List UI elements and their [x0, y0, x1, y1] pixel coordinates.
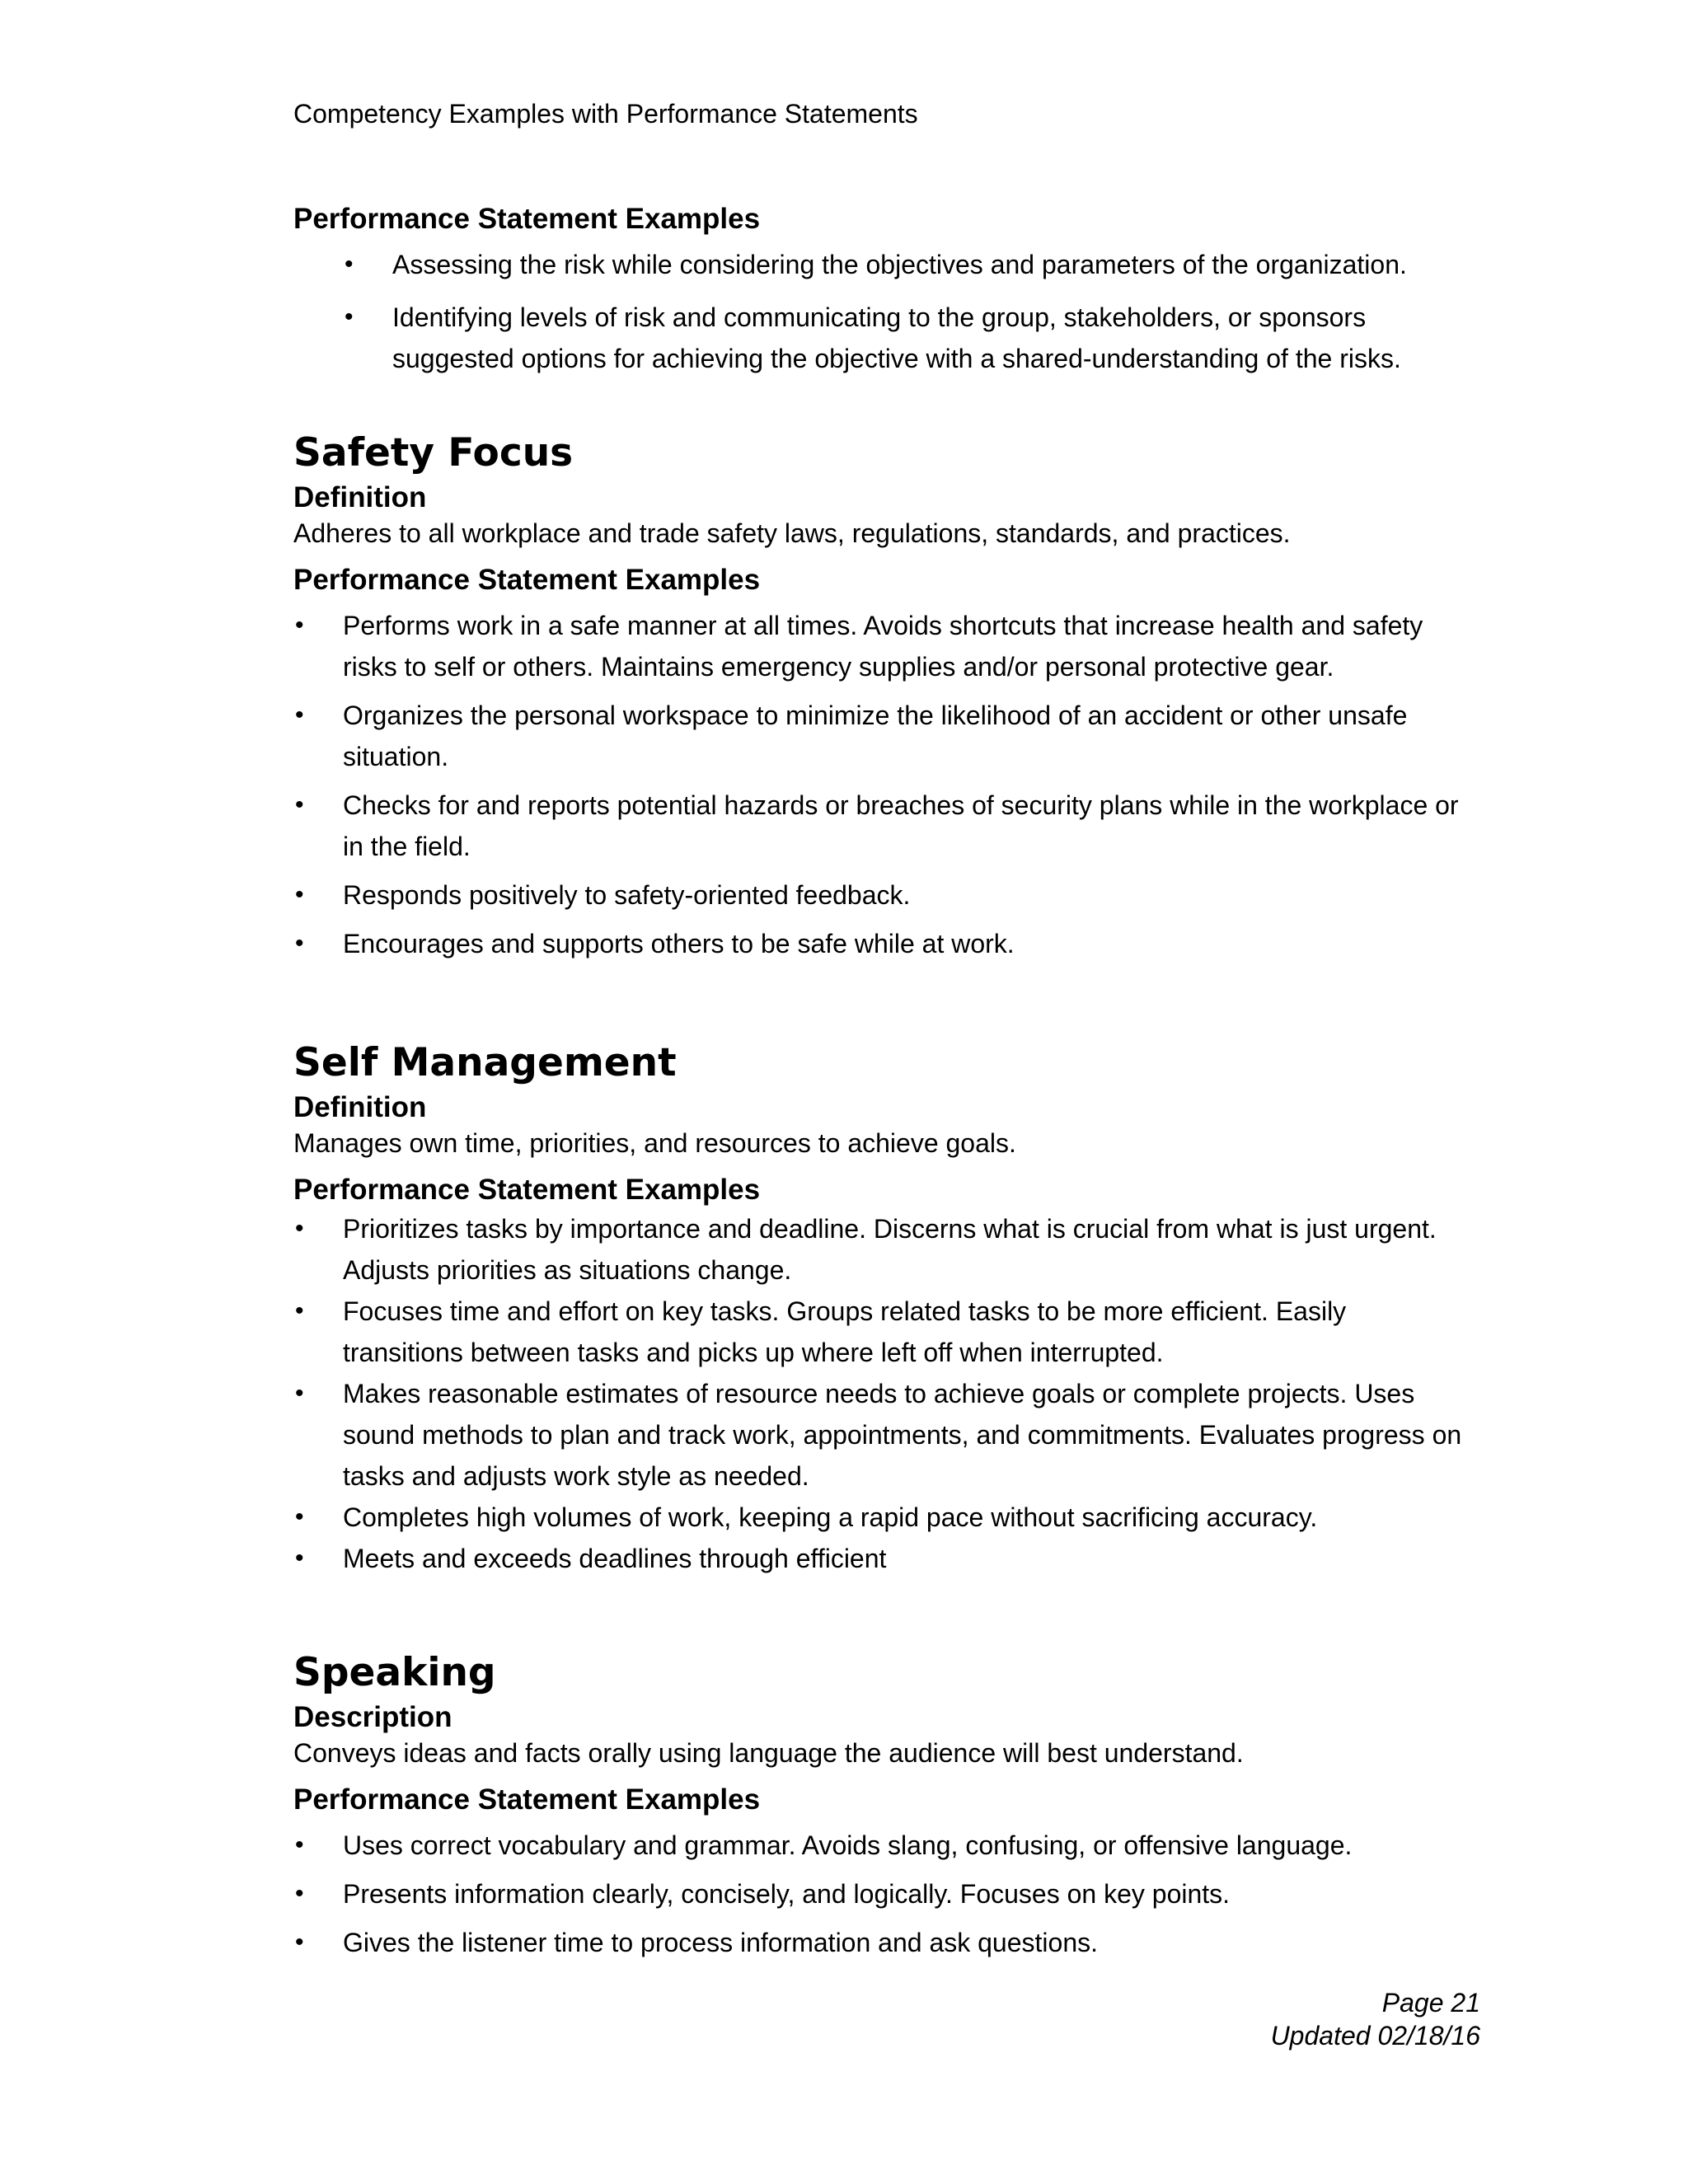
running-header: Competency Examples with Performance Statements [293, 99, 918, 129]
list-item-text: Assessing the risk while considering the objectives and parameters of the organization. [392, 250, 1407, 279]
self-management-section [293, 1040, 1472, 1579]
pse-heading: Performance Statement Examples [293, 564, 761, 596]
list-item-text: Responds positively to safety-oriented feedback. [343, 880, 911, 910]
updated-date: Updated 02/18/16 [1270, 2021, 1480, 2050]
list-item-text: Prioritizes tasks by importance and deadline. Discerns what is crucial from what is just urgent. Adjusts priorities as situations change. [343, 1214, 1437, 1285]
safety-focus-section [293, 430, 1472, 964]
speaking-bullet-list [293, 1825, 1472, 1963]
bullet-icon: • [345, 251, 354, 278]
list-item [293, 695, 1472, 777]
section-title: Speaking [293, 1650, 496, 1695]
intro-pse-heading: Performance Statement Examples [293, 203, 761, 235]
speaking-section [293, 1650, 1472, 1963]
bullet-icon: • [345, 303, 354, 330]
safety-bullet-list [293, 605, 1472, 964]
list-item [293, 1922, 1472, 1963]
bullet-icon: • [295, 1380, 304, 1407]
page-footer [1271, 1986, 1480, 2052]
bullet-icon: • [295, 701, 304, 729]
intro-section [293, 201, 1472, 379]
list-item-text: Performs work in a safe manner at all times. Avoids shortcuts that increase health and safety risks to self or others. Maintains emergency supplies and/or personal protective gear. [343, 611, 1423, 682]
definition-heading: Definition [293, 1091, 427, 1123]
list-item-text: Presents information clearly, concisely, and logically. Focuses on key points. [343, 1879, 1231, 1909]
list-item [293, 1291, 1472, 1373]
document-page [293, 0, 1480, 2184]
list-item-text: Gives the listener time to process information and ask questions. [343, 1928, 1098, 1957]
list-item-text: Encourages and supports others to be safe while at work. [343, 929, 1015, 958]
list-item [293, 297, 1472, 379]
list-item [293, 1373, 1472, 1497]
bullet-icon: • [295, 1831, 304, 1858]
bullet-icon: • [295, 1880, 304, 1907]
list-item [293, 605, 1472, 687]
list-item-text: Uses correct vocabulary and grammar. Avoids slang, confusing, or offensive language. [343, 1830, 1353, 1860]
bullet-icon: • [295, 930, 304, 957]
list-item-text: Checks for and reports potential hazards or breaches of security plans while in the workplace or in the field. [343, 790, 1459, 861]
list-item-text: Identifying levels of risk and communicating to the group, stakeholders, or sponsors suggested options for achieving the objective with a shared-understanding of the risks. [392, 302, 1401, 373]
list-item-text: Focuses time and effort on key tasks. Groups related tasks to be more efficient. Easily transitions between tasks and picks up where left off when interrupted. [343, 1296, 1347, 1367]
bullet-icon: • [295, 1215, 304, 1242]
list-item [293, 1208, 1472, 1291]
list-item [293, 1873, 1472, 1915]
list-item [293, 874, 1472, 916]
definition-heading: Definition [293, 481, 427, 513]
bullet-icon: • [295, 1503, 304, 1530]
pse-heading: Performance Statement Examples [293, 1174, 761, 1206]
bullet-icon: • [295, 1929, 304, 1956]
self-management-bullet-list [293, 1208, 1472, 1579]
list-item [293, 1538, 1472, 1579]
bullet-icon: • [295, 791, 304, 818]
list-item-text: Completes high volumes of work, keeping a rapid pace without sacrificing accuracy. [343, 1502, 1318, 1532]
section-title: Self Management [293, 1040, 677, 1085]
pse-heading: Performance Statement Examples [293, 1783, 761, 1816]
description-text: Conveys ideas and facts orally using language the audience will best understand. [293, 1738, 1244, 1768]
bullet-icon: • [295, 881, 304, 908]
list-item-text: Makes reasonable estimates of resource needs to achieve goals or complete projects. Uses sound methods to plan and track work, appointments, and commitments. Evaluates progress on tasks and adjusts work style as needed. [343, 1379, 1462, 1491]
page-number: Page 21 [1381, 1988, 1480, 2018]
list-item-text: Meets and exceeds deadlines through efficient [343, 1544, 887, 1573]
list-item [293, 1497, 1472, 1538]
list-item [293, 1825, 1472, 1866]
definition-text: Manages own time, priorities, and resources to achieve goals. [293, 1128, 1016, 1158]
list-item [293, 785, 1472, 867]
bullet-icon: • [295, 612, 304, 639]
bullet-icon: • [295, 1544, 304, 1572]
section-title: Safety Focus [293, 430, 574, 476]
list-item-text: Organizes the personal workspace to minimize the likelihood of an accident or other unsafe situation. [343, 701, 1408, 771]
list-item [293, 923, 1472, 964]
description-heading: Description [293, 1701, 452, 1733]
definition-text: Adheres to all workplace and trade safety laws, regulations, standards, and practices. [293, 518, 1291, 548]
bullet-icon: • [295, 1297, 304, 1324]
intro-bullet-list [293, 244, 1472, 379]
list-item [293, 244, 1472, 285]
